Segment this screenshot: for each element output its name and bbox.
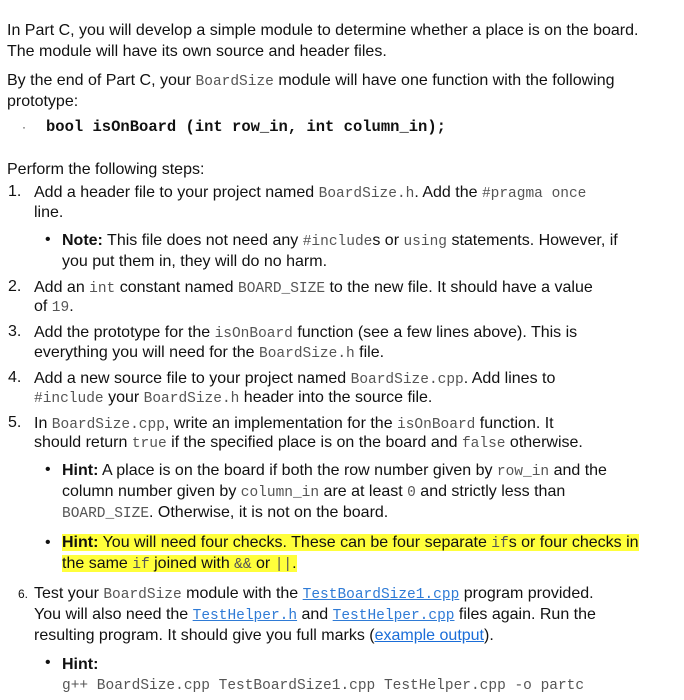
step-number: 3.	[8, 323, 22, 340]
link-testhelper-cpp[interactable]: TestHelper.cpp	[332, 608, 455, 624]
note-line-1: Note: This file does not need any #includes or using statements. However, if	[62, 232, 618, 250]
step-6-line-1: Test your BoardSize module with the TestBoardSize1.cpp program provided.	[34, 585, 594, 603]
step-5-line-2: should return true if the specified place is on the board and false otherwise.	[34, 434, 583, 452]
step-3-line-1: Add the prototype for the isOnBoard function (see a few lines above). This is	[34, 324, 578, 342]
bullet-icon: •	[45, 654, 51, 671]
step-3-line-2: everything you will need for the BoardSize.h file.	[34, 344, 385, 362]
prototype	[22, 118, 446, 136]
code-boardsize: BoardSize	[195, 74, 274, 90]
intro-line-4: prototype:	[7, 93, 79, 110]
step-2-line-2: of 19.	[34, 298, 74, 316]
hint-1-line-3: BOARD_SIZE. Otherwise, it is not on the board.	[62, 504, 389, 522]
bullet-icon: •	[45, 461, 51, 478]
step-4-line-1: Add a new source file to your project named BoardSize.cpp. Add lines to	[34, 370, 556, 388]
step-1-line-2: line.	[34, 204, 64, 221]
intro-line-3: By the end of Part C, your BoardSize module will have one function with the following	[7, 72, 615, 90]
bullet-icon: •	[45, 231, 51, 248]
step-2-line-1: Add an int constant named BOARD_SIZE to the new file. It should have a value	[34, 279, 593, 297]
step-number: 6.	[18, 587, 29, 601]
prototype-bullet: ·	[22, 120, 26, 134]
step-number: 4.	[8, 369, 22, 386]
intro-line-1: In Part C, you will develop a simple module to determine whether a place is on the board.	[7, 22, 639, 39]
step-number: 2.	[8, 278, 22, 295]
compile-command: g++ BoardSize.cpp TestBoardSize1.cpp TestHelper.cpp -o partc	[62, 678, 585, 694]
note-line-2: you put them in, they will do no harm.	[62, 253, 328, 270]
steps-intro: Perform the following steps:	[7, 161, 205, 178]
step-6-line-2: You will also need the TestHelper.h and TestHelper.cpp files again. Run the	[34, 606, 596, 624]
step-4-line-2: #include your BoardSize.h header into the source file.	[34, 389, 433, 407]
link-testboardsize1[interactable]: TestBoardSize1.cpp	[302, 587, 460, 603]
step-5-line-1: In BoardSize.cpp, write an implementation for the isOnBoard function. It	[34, 415, 554, 433]
link-testhelper-h[interactable]: TestHelper.h	[192, 608, 298, 624]
hint-3-label: Hint:	[62, 656, 99, 673]
hint-1-line-1: Hint: A place is on the board if both the row number given by row_in and the	[62, 462, 607, 480]
step-1-line-1: Add a header file to your project named BoardSize.h. Add the #pragma once	[34, 184, 587, 202]
step-number: 1.	[8, 183, 22, 200]
hint-1-line-2: column number given by column_in are at least 0 and strictly less than	[62, 483, 566, 501]
prototype-signature: bool isOnBoard (int row_in, int column_in);	[46, 118, 446, 136]
intro-line-2: The module will have its own source and header files.	[7, 43, 387, 60]
step-6-line-3: resulting program. It should give you full marks (example output).	[34, 627, 494, 644]
hint-2-line-2: the same if joined with && or ||.	[62, 555, 297, 573]
link-example-output[interactable]: example output	[374, 627, 484, 644]
hint-2-line-1: Hint: You will need four checks. These can be four separate ifs or four checks in	[62, 534, 639, 552]
step-number: 5.	[8, 414, 22, 431]
bullet-icon: •	[45, 534, 51, 551]
